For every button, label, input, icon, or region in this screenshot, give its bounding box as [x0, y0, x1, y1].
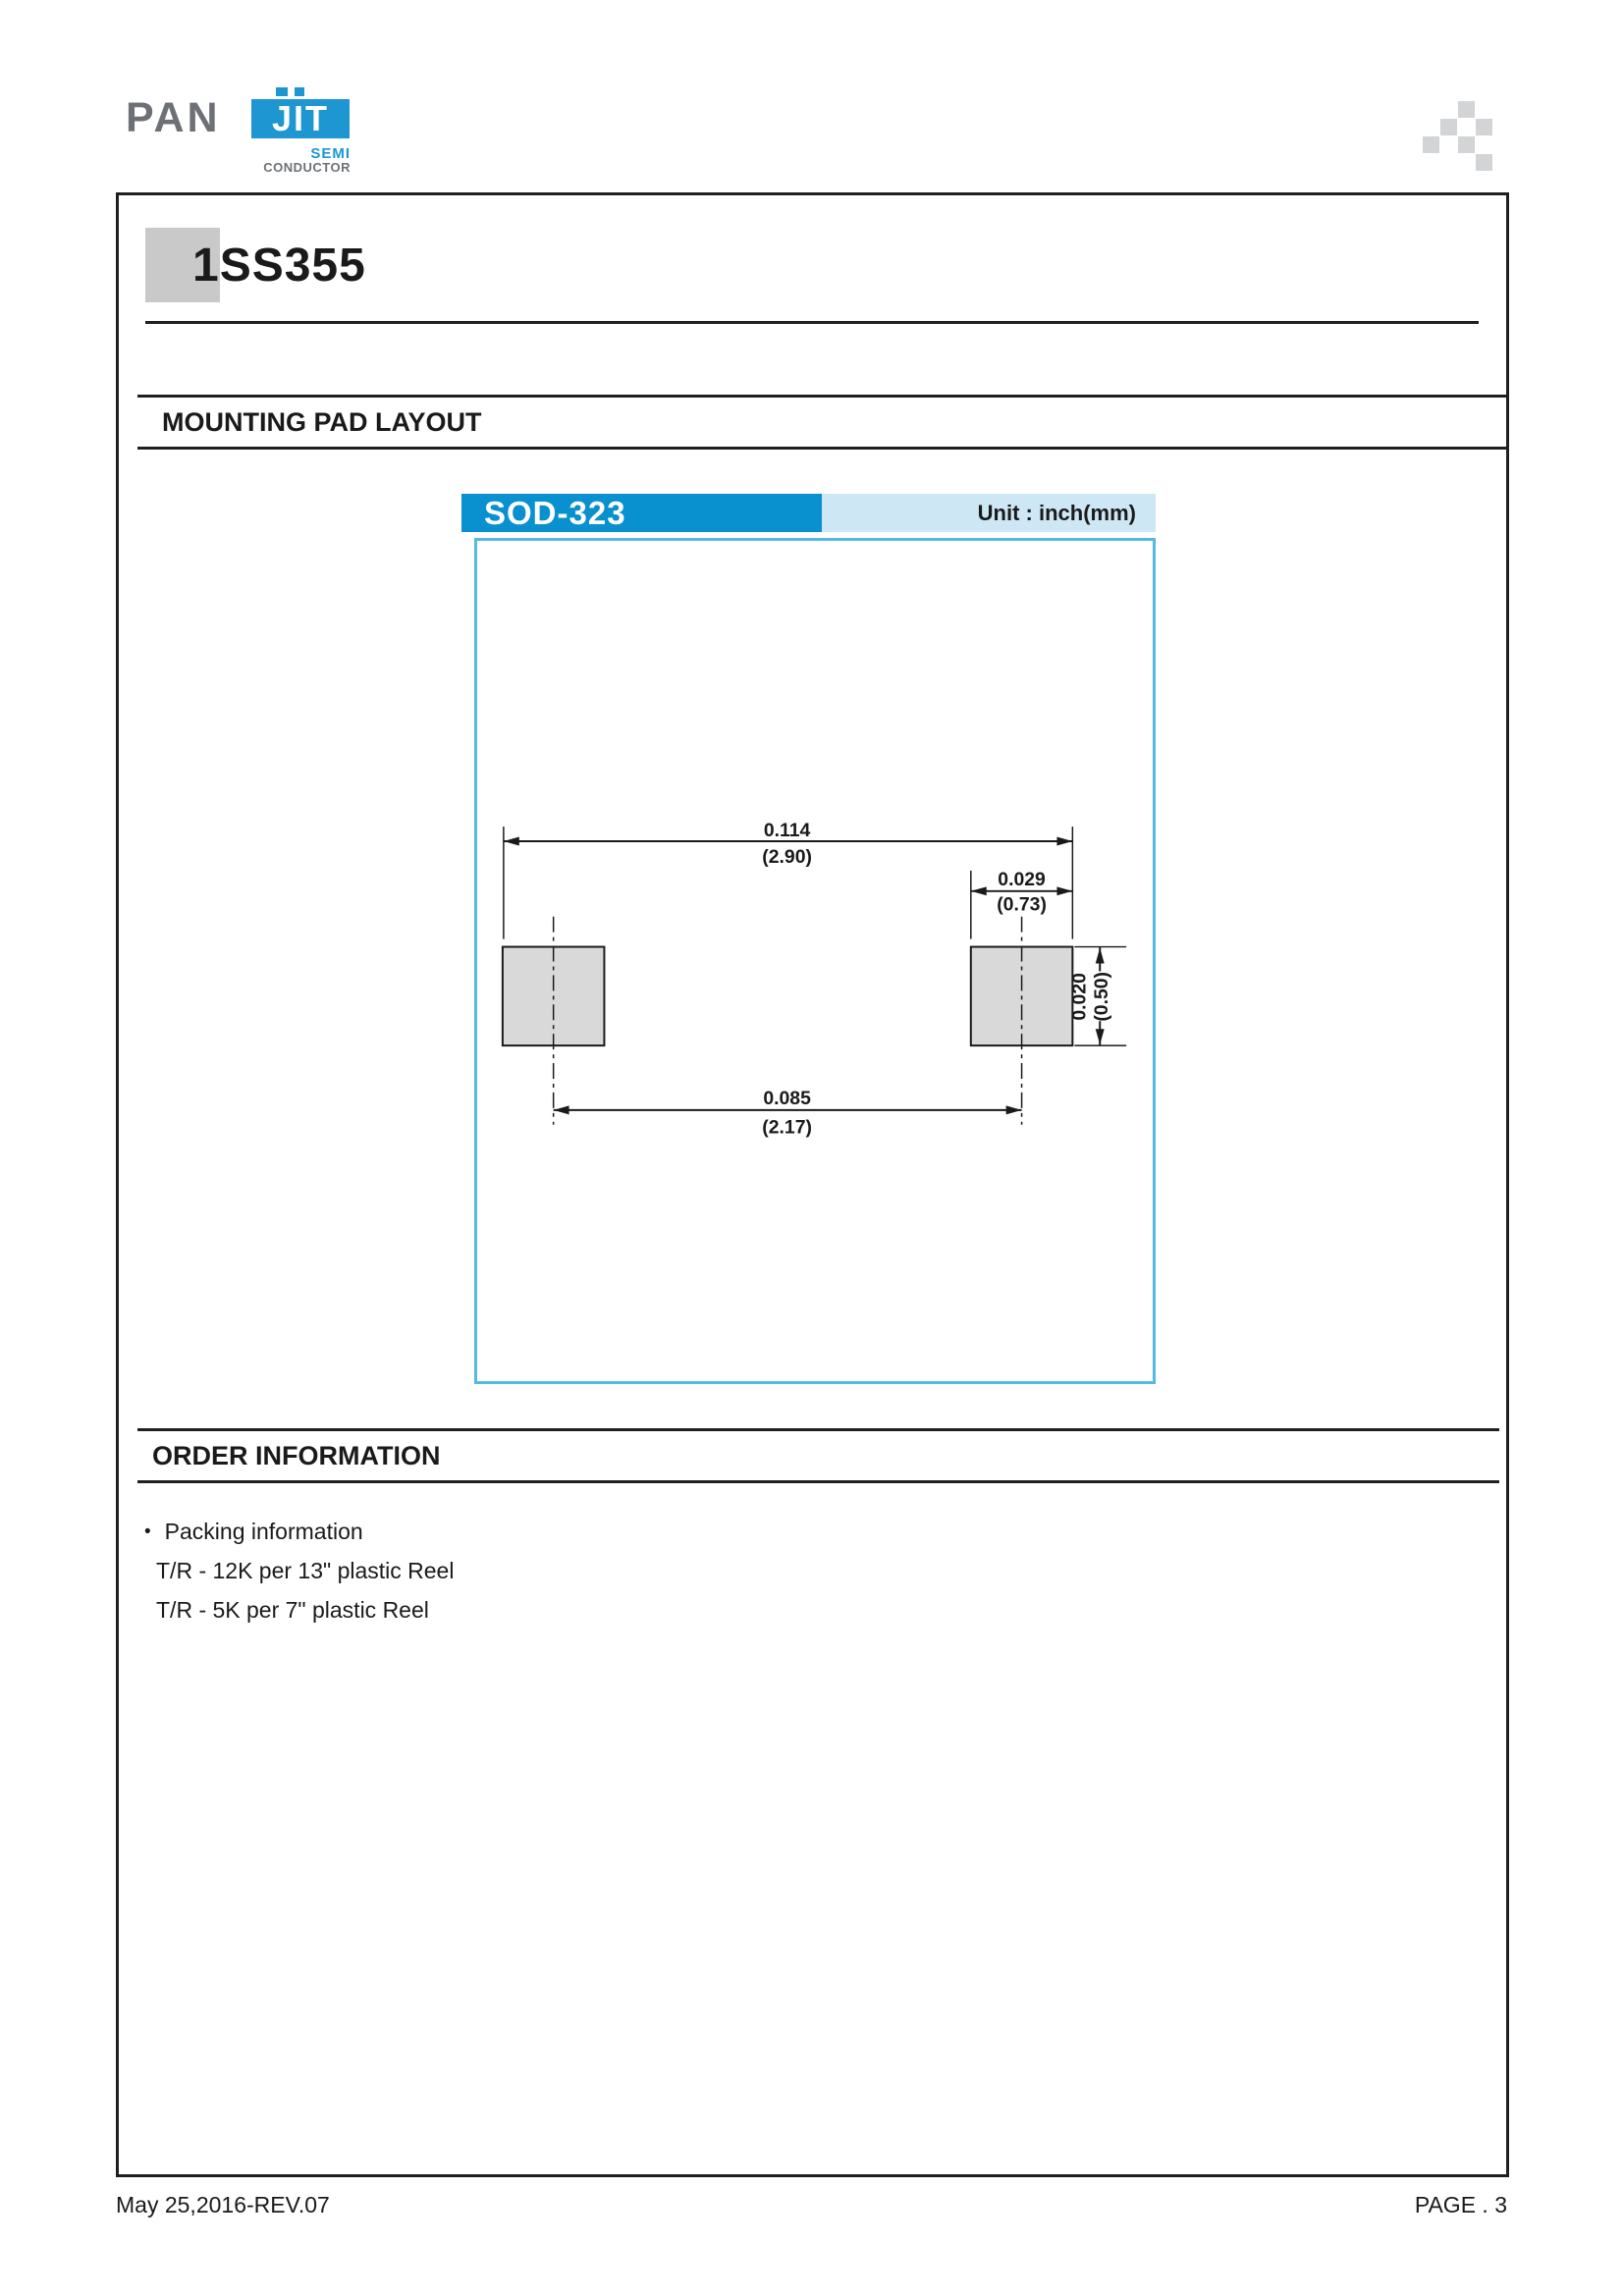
unit-label: Unit : inch(mm): [977, 500, 1136, 525]
package-name-label: SOD-323: [484, 495, 626, 531]
pixel-cell: [1458, 101, 1475, 118]
section-heading-label: ORDER INFORMATION: [152, 1440, 441, 1470]
dim-pad-height-inch: 0.020: [1068, 973, 1091, 1021]
dim-pad-pitch-inch: 0.085: [763, 1087, 811, 1109]
arrowhead-icon: [554, 1105, 569, 1114]
bullet-icon: •: [144, 1522, 151, 1542]
dim-pad-width-mm: (0.73): [997, 893, 1047, 916]
brand-logo-jit: [251, 99, 350, 138]
dim-overall-width-mm: (2.90): [762, 845, 812, 868]
arrowhead-icon: [1056, 886, 1072, 895]
packing-information-row: [144, 1519, 363, 1546]
dim-pad-height-mm: (0.50): [1091, 971, 1113, 1022]
unit-bar: [822, 494, 1156, 532]
packing-line: T/R - 5K per 7" plastic Reel: [156, 1597, 429, 1623]
dim-pad-width-inch: 0.029: [998, 868, 1046, 890]
pixel-mark-icon: [1423, 101, 1493, 172]
package-name-bar: [461, 494, 822, 532]
dim-pad-pitch-mm: (2.17): [762, 1116, 812, 1139]
pixel-cell: [1476, 119, 1492, 135]
mounting-pad-diagram: [474, 538, 1156, 1384]
part-number-title: 1SS355: [192, 240, 366, 292]
footer-page-number: PAGE . 3: [1414, 2192, 1507, 2217]
dim-overall-width-inch: 0.114: [763, 820, 811, 842]
arrowhead-icon: [1096, 1029, 1105, 1044]
footer-date: May 25,2016-REV.07: [116, 2192, 330, 2217]
packing-information-label: Packing information: [164, 1519, 363, 1544]
section-heading-mounting: [137, 395, 1509, 450]
section-heading-order: [137, 1428, 1499, 1483]
brand-logo-jit-label: JIT: [271, 98, 329, 138]
brand-logo-pan: PAN: [126, 94, 221, 141]
pixel-cell: [1423, 136, 1439, 153]
arrowhead-icon: [1006, 1105, 1022, 1114]
title-rule: [145, 321, 1479, 324]
brand-logo-dot-icon: [295, 87, 304, 96]
arrowhead-icon: [504, 837, 519, 846]
pixel-cell: [1476, 154, 1492, 171]
section-heading-label: MOUNTING PAD LAYOUT: [162, 406, 482, 437]
brand-logo-dot-icon: [276, 87, 288, 96]
packing-line: T/R - 12K per 13" plastic Reel: [156, 1558, 455, 1583]
arrowhead-icon: [1096, 948, 1105, 964]
brand-semi-label: SEMI: [310, 145, 351, 162]
pixel-cell: [1458, 136, 1475, 153]
pad-layout-drawing: [477, 541, 1153, 1381]
arrowhead-icon: [971, 886, 987, 895]
arrowhead-icon: [1056, 837, 1072, 846]
brand-conductor-label: CONDUCTOR: [263, 160, 351, 175]
pixel-cell: [1440, 119, 1457, 135]
